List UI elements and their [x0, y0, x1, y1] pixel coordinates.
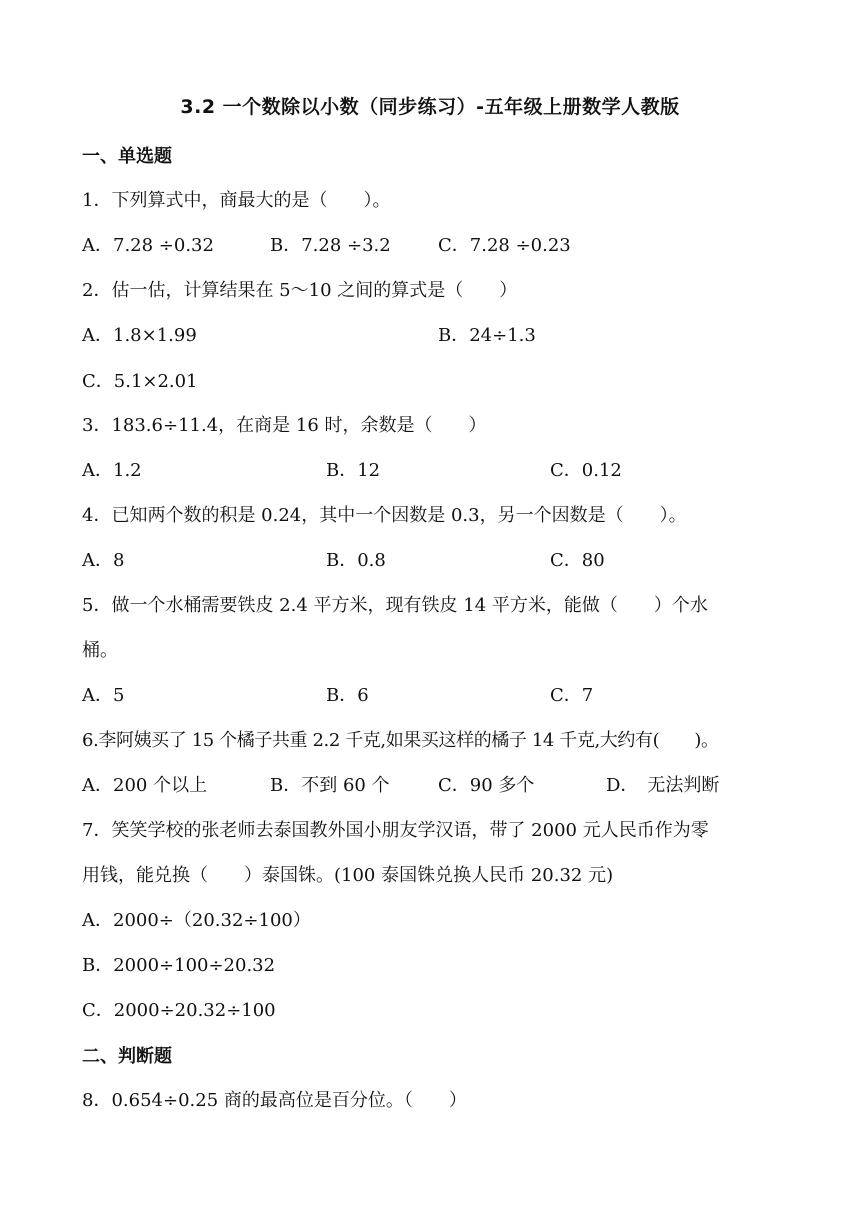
- question-4-option-a: A．8: [82, 550, 125, 571]
- question-4-option-b: B．0.8: [326, 550, 386, 571]
- question-6-option-b: B．不到 60 个: [270, 775, 390, 796]
- question-1-option-b: B．7.28 ÷3.2: [270, 235, 391, 256]
- question-5-option-c: C．7: [550, 685, 594, 706]
- question-3-option-b: B．12: [326, 460, 381, 481]
- question-6-option-d: D． 无法判断: [606, 775, 720, 796]
- page-title: 3.2 一个数除以小数（同步练习）-五年级上册数学人教版: [180, 96, 680, 118]
- question-1-option-c: C．7.28 ÷0.23: [438, 235, 571, 256]
- question-4-option-c: C．80: [550, 550, 605, 571]
- question-2-option-a: A．1.8×1.99: [82, 325, 197, 346]
- question-5-option-a: A．5: [82, 685, 125, 706]
- question-7-line-2: 用钱，能兑换（ ）泰国铢。(100 泰国铢兑换人民币 20.32 元): [82, 865, 614, 886]
- question-7-option-b: B．2000÷100÷20.32: [82, 955, 276, 976]
- section-heading-single-choice: 一、单选题: [82, 146, 172, 167]
- question-4: 4．已知两个数的积是 0.24，其中一个因数是 0.3，另一个因数是（ ）。: [82, 505, 687, 526]
- question-5-option-b: B．6: [326, 685, 369, 706]
- question-1-option-a: A．7.28 ÷0.32: [82, 235, 214, 256]
- question-7-option-c: C．2000÷20.32÷100: [82, 1000, 276, 1021]
- question-3-option-c: C．0.12: [550, 460, 622, 481]
- question-2: 2．估一估，计算结果在 5～10 之间的算式是（ ）: [82, 280, 518, 301]
- question-7-option-a: A．2000÷（20.32÷100）: [82, 910, 311, 931]
- question-2-option-b: B．24÷1.3: [438, 325, 536, 346]
- question-5-line-1: 5．做一个水桶需要铁皮 2.4 平方米，现有铁皮 14 平方米，能做（ ）个水: [82, 595, 708, 616]
- question-3: 3．183.6÷11.4，在商是 16 时，余数是（ ）: [82, 415, 487, 436]
- question-6-option-a: A．200 个以上: [82, 775, 208, 796]
- question-6-option-c: C．90 多个: [438, 775, 535, 796]
- question-6: 6.李阿姨买了 15 个橘子共重 2.2 千克,如果买这样的橘子 14 千克,大约有( )。: [82, 730, 719, 751]
- question-5-line-2: 桶。: [82, 640, 118, 661]
- question-8: 8．0.654÷0.25 商的最高位是百分位。（ ）: [82, 1090, 467, 1111]
- question-1: 1．下列算式中，商最大的是（ ）。: [82, 190, 391, 211]
- question-3-option-a: A．1.2: [82, 460, 142, 481]
- question-2-option-c: C．5.1×2.01: [82, 371, 198, 392]
- section-heading-judgement: 二、判断题: [82, 1046, 172, 1067]
- question-7-line-1: 7．笑笑学校的张老师去泰国教外国小朋友学汉语，带了 2000 元人民币作为零: [82, 820, 709, 841]
